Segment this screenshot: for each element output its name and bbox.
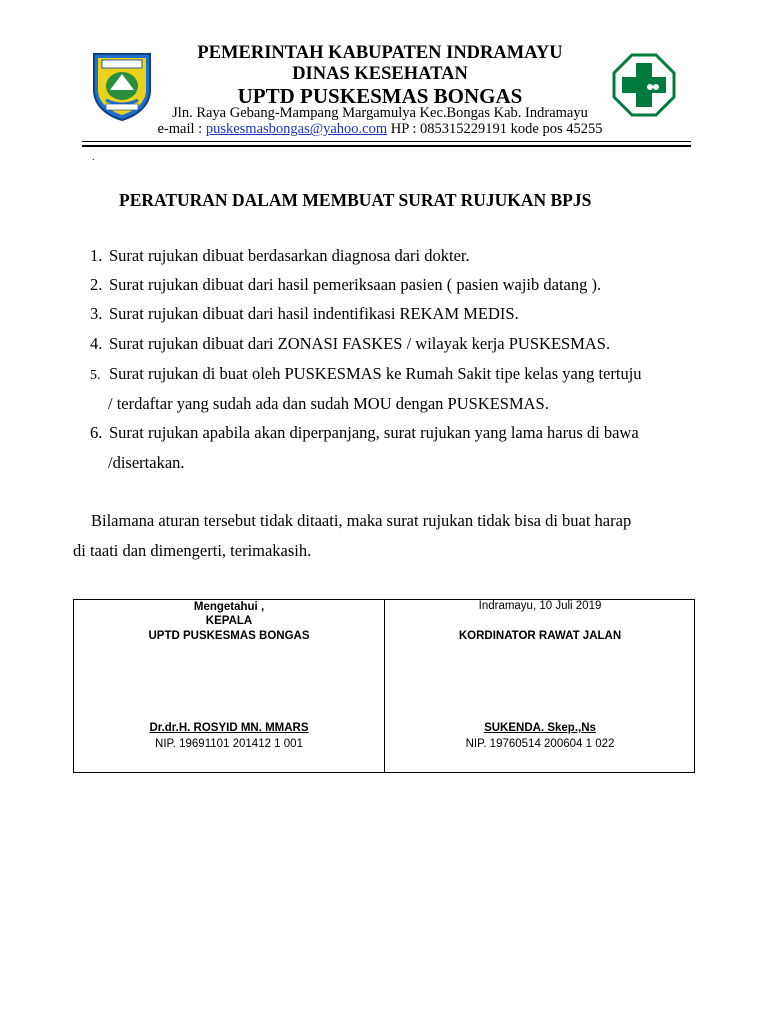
rule-number: 2.: [90, 275, 103, 294]
header-address: Jln. Raya Gebang-Mampang Margamulya Kec.Bongas Kab. Indramayu: [172, 105, 588, 121]
right-signatory-nip: NIP. 19760514 200604 1 022: [465, 738, 615, 750]
left-signatory-nip: NIP. 19691101 201412 1 001: [155, 738, 303, 750]
rule-item: [90, 364, 642, 384]
left-signatory-name: Dr.dr.H. ROSYID MN. MMARS: [149, 722, 309, 734]
rule-text: Surat rujukan dibuat dari hasil indentifikasi REKAM MEDIS.: [109, 304, 519, 323]
stray-dot: .: [92, 152, 95, 163]
coordinator-title: KORDINATOR RAWAT JALAN: [458, 630, 622, 642]
rule-item: [90, 334, 610, 354]
rule-number: 6.: [90, 423, 103, 442]
acknowledged-label: Mengetahui ,: [193, 601, 265, 613]
head-title: KEPALA: [205, 615, 253, 627]
rule-text: Surat rujukan dibuat dari ZONASI FASKES / wilayak kerja PUSKESMAS.: [109, 334, 611, 353]
rule-text: Surat rujukan apabila akan diperpanjang, surat rujukan yang lama harus di bawa: [109, 423, 639, 442]
email-label: e-mail :: [157, 121, 206, 137]
header-divider-thick: [82, 145, 691, 147]
rule-number: 4.: [90, 334, 103, 353]
email-link[interactable]: puskesmasbongas@yahoo.com: [205, 121, 388, 137]
phone-postcode: HP : 085315229191 kode pos 45255: [387, 121, 603, 137]
place-date: Indramayu, 10 Juli 2019: [478, 600, 602, 612]
rule-item: [90, 275, 601, 295]
header-divider-thin: [82, 141, 691, 142]
rule-item: [90, 304, 519, 324]
head-institution: UPTD PUSKESMAS BONGAS: [148, 630, 310, 642]
rule-continuation: /disertakan.: [108, 453, 185, 472]
rule-number: 3.: [90, 304, 103, 323]
header-government-line: PEMERINTAH KABUPATEN INDRAMAYU: [197, 43, 563, 63]
right-signatory-name: SUKENDA. Skep.,Ns: [484, 722, 596, 734]
rule-text: Surat rujukan dibuat berdasarkan diagnosa dari dokter.: [109, 246, 470, 265]
header-department-line: DINAS KESEHATAN: [292, 64, 468, 84]
rule-item: [90, 423, 639, 443]
signature-table: [73, 599, 695, 773]
rule-number: 1.: [90, 246, 103, 265]
closing-paragraph-line2: di taati dan dimengerti, terimakasih.: [73, 541, 312, 560]
rule-text: Surat rujukan dibuat dari hasil pemeriksaan pasien ( pasien wajib datang ).: [109, 275, 602, 294]
header-institution-line: UPTD PUSKESMAS BONGAS: [237, 84, 523, 108]
rule-text: Surat rujukan di buat oleh PUSKESMAS ke Rumah Sakit tipe kelas yang tertuju: [109, 364, 642, 383]
closing-paragraph-line1: Bilamana aturan tersebut tidak ditaati, maka surat rujukan tidak bisa di buat harap: [91, 511, 632, 530]
document-title: PERATURAN DALAM MEMBUAT SURAT RUJUKAN BPJS: [119, 190, 592, 210]
rule-continuation: / terdaftar yang sudah ada dan sudah MOU dengan PUSKESMAS.: [108, 394, 549, 413]
rule-item: [90, 246, 470, 266]
header-contact-line: [130, 121, 630, 138]
rule-number: 5.: [90, 368, 101, 383]
